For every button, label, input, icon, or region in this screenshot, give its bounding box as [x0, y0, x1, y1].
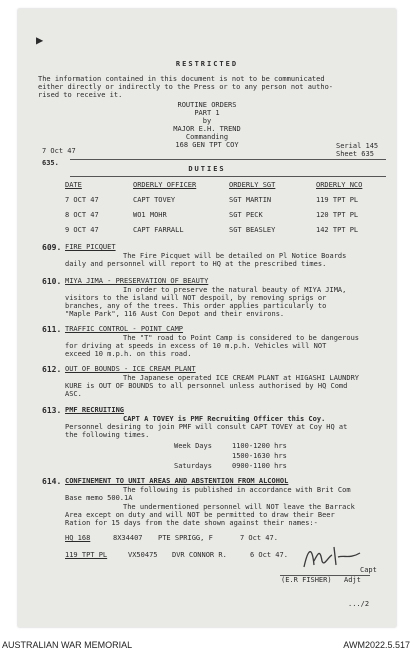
handwritten-signature [298, 539, 368, 573]
cell-sgt: SGT BEASLEY [229, 226, 276, 234]
order-date: 7 Oct 47 [42, 147, 76, 155]
duties-heading: DUTIES [188, 165, 226, 173]
order-line: visitors to the island will NOT despoil, by removing sprigs or [65, 294, 327, 302]
order-number: 614. [42, 477, 62, 486]
serial-number: Serial 145 [336, 142, 379, 150]
order-line: Base memo 500.1A [65, 494, 133, 502]
cell-nco: 120 TPT PL [316, 211, 359, 219]
cell-sgt: SGT MARTIN [229, 196, 272, 204]
signature-appointment: Adjt [344, 576, 361, 584]
order-line: for driving at speeds in excess of 10 m.p.h. Vehicles will NOT [65, 342, 327, 350]
order-line: The Fire Picquet will be detailed on Pl Notice Boards [123, 252, 347, 260]
reference-number: 635. [42, 159, 59, 167]
personnel-date: 6 Oct 47. [250, 551, 288, 559]
order-number: 609. [42, 243, 62, 252]
order-line: exceed 10 m.p.h. on this road. [65, 350, 192, 358]
schedule-time: 0900-1100 hrs [232, 462, 287, 470]
archive-footer [0, 638, 414, 653]
order-line: CAPT A TOVEY is PMF Recruiting Officer this Coy. [123, 415, 326, 423]
cell-officer: CAPT FARRALL [133, 226, 184, 234]
col-header-orderly-officer: ORDERLY OFFICER [133, 181, 197, 189]
order-number: 612. [42, 365, 62, 374]
personnel-name: DVR CONNOR R. [172, 551, 227, 559]
personnel-unit: 119 TPT PL [65, 551, 108, 559]
col-header-date: DATE [65, 181, 82, 189]
punch-hole-mark: ▶ [36, 33, 44, 47]
cell-sgt: SGT PECK [229, 211, 263, 219]
personnel-number: VX50475 [128, 551, 158, 559]
order-line: KURE is OUT OF BOUNDS to all personnel unless authorised by HQ Comd [65, 382, 348, 390]
schedule-time: 1100-1200 hrs [232, 442, 287, 450]
order-number: 610. [42, 277, 62, 286]
order-title: OUT OF BOUNDS - ICE CREAM PLANT [65, 365, 196, 373]
order-line: The undermentioned personnel will NOT leave the Barrack [123, 503, 355, 511]
order-number: 611. [42, 325, 62, 334]
order-title: PMF RECRUITING [65, 406, 125, 414]
footer-institution: AUSTRALIAN WAR MEMORIAL [2, 640, 133, 650]
col-header-orderly-sgt: ORDERLY SGT [229, 181, 276, 189]
footer-accession-number: AWM2022.5.517 [343, 640, 410, 650]
order-line: the following times. [65, 431, 150, 439]
schedule-label: Week Days [174, 442, 212, 450]
schedule-time: 1500-1630 hrs [232, 452, 287, 460]
schedule-label: Saturdays [174, 462, 212, 470]
cell-officer: CAPT TOVEY [133, 196, 176, 204]
cell-date: 9 OCT 47 [65, 226, 99, 234]
document-page [18, 9, 396, 627]
order-line: daily and personnel will report to HQ at the prescribed times. [65, 260, 327, 268]
order-number: 613. [42, 406, 62, 415]
order-title: TRAFFIC CONTROL - POINT CAMP [65, 325, 184, 333]
cell-officer: WO1 MOHR [133, 211, 167, 219]
cell-nco: 142 TPT PL [316, 226, 359, 234]
title-unit: 168 GEN TPT COY [175, 141, 239, 149]
order-title: FIRE PICQUET [65, 243, 116, 251]
order-line: "Maple Park", 116 Aust Con Depot and their environs. [65, 310, 285, 318]
title-by: by [202, 117, 212, 125]
order-line: The following is published in accordance with Brit Com [123, 486, 351, 494]
warning-line-3: rised to receive it. [38, 91, 123, 99]
page-continuation-mark: .../2 [348, 600, 370, 608]
title-part: PART 1 [194, 109, 220, 117]
cell-date: 8 OCT 47 [65, 211, 99, 219]
order-line: In order to preserve the natural beauty of MIYA JIMA, [123, 286, 347, 294]
order-line: Personnel desiring to join PMF will consult CAPT TOVEY at Coy HQ at [65, 423, 348, 431]
order-line: The Japanese operated ICE CREAM PLANT at HIGASHI LAUNDRY [123, 374, 360, 382]
order-title: CONFINEMENT TO UNIT AREAS AND ABSTENTION FROM ALCOHOL [65, 477, 289, 485]
classification: RESTRICTED [175, 60, 239, 68]
warning-line-1: The information contained in this document is not to be communicated [38, 75, 325, 83]
title-commander: MAJOR E.H. TREND [173, 125, 241, 133]
title-commanding: Commanding [185, 133, 229, 141]
cell-date: 7 OCT 47 [65, 196, 99, 204]
order-line: Ration for 15 days from the date shown against their names:- [65, 519, 318, 527]
signature-rank: Capt [360, 566, 377, 574]
personnel-unit: HQ 168 [65, 534, 91, 542]
personnel-name: PTE SPRIGG, F [158, 534, 213, 542]
col-header-orderly-nco: ORDERLY NCO [316, 181, 363, 189]
title-routine-orders: ROUTINE ORDERS [177, 101, 237, 109]
order-line: The "T" road to Point Camp is considered to be dangerous [123, 334, 360, 342]
signature-name: (E.R FISHER) [281, 576, 332, 584]
warning-line-2: either directly or indirectly to the Press or to any person not autho- [38, 83, 334, 91]
personnel-date: 7 Oct 47. [240, 534, 278, 542]
order-line: branches, any of the trees. This order applies particularly to [65, 302, 327, 310]
sheet-number: Sheet 635 [336, 150, 374, 158]
order-title: MIYA JIMA - PRESERVATION OF BEAUTY [65, 277, 209, 285]
order-line: ASC. [65, 390, 82, 398]
cell-nco: 119 TPT PL [316, 196, 359, 204]
personnel-number: 8X34407 [113, 534, 143, 542]
order-line: Area except on duty and will NOT be permitted to draw their Beer [65, 511, 335, 519]
